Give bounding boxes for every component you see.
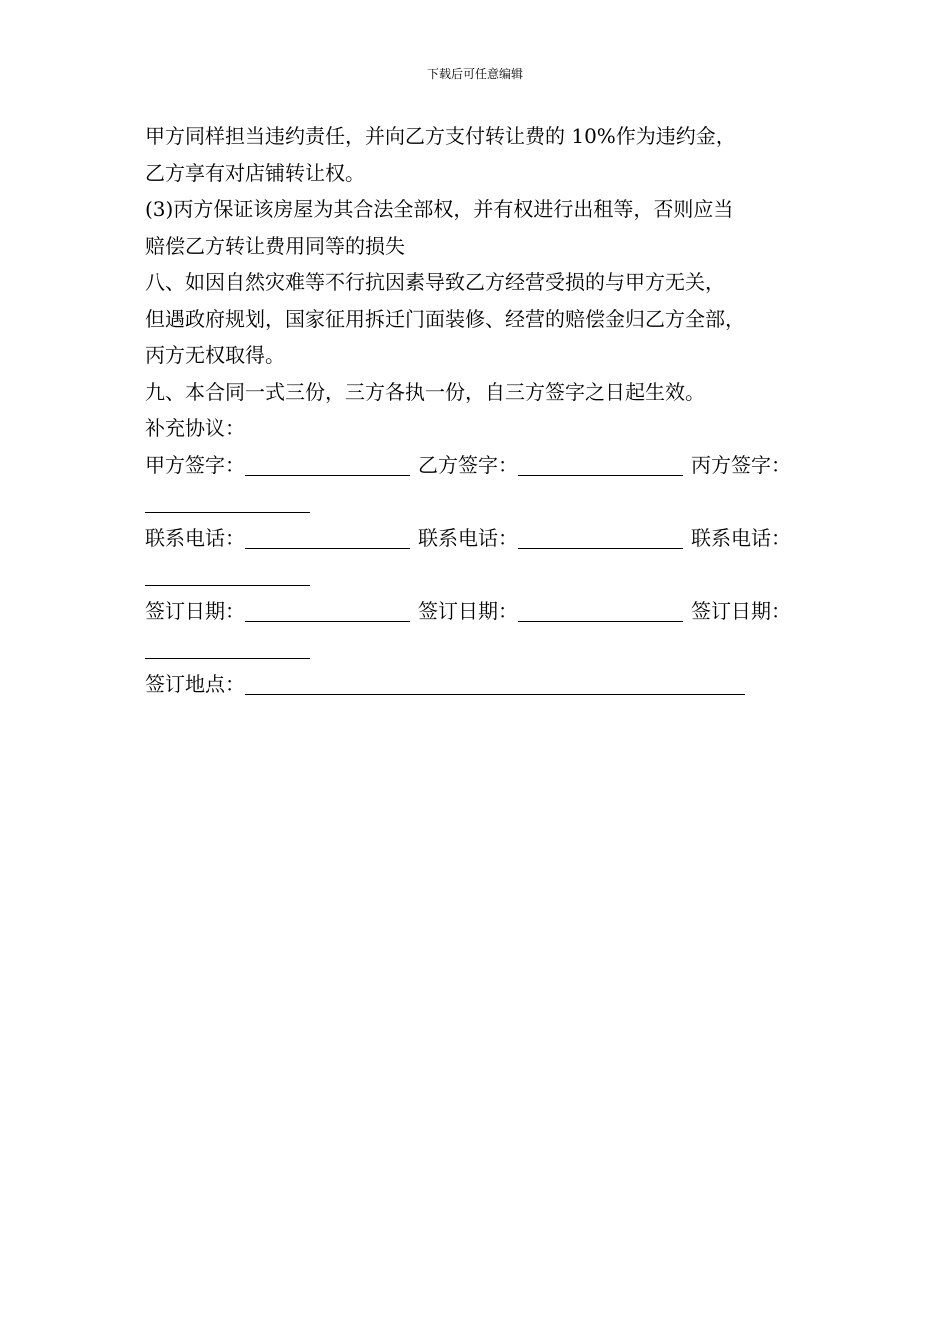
phone-a-label: 联系电话： [145,525,245,550]
place-blank [245,670,745,695]
paragraph-line: 赔偿乙方转让费用同等的损失 [145,233,405,258]
page-header: 下载后可任意编辑 [426,67,523,81]
party-c-sign-blank [145,488,310,513]
signature-row [145,447,825,484]
phone-c-label: 联系电话： [691,525,791,550]
date-b-label: 签订日期： [418,598,518,623]
document-body [145,118,825,702]
phone-b-label: 联系电话： [418,525,518,550]
paragraph-line: 乙方享有对店铺转让权。 [145,160,365,185]
place-row [145,666,825,703]
party-a-sign-blank [245,451,410,476]
party-b-sign-label: 乙方签字： [418,452,518,477]
date-row [145,593,825,630]
phone-row [145,520,825,557]
paragraph-line: 甲方同样担当违约责任，并向乙方支付转让费的 10%作为违约金， [145,124,736,148]
paragraph-line: 丙方无权取得。 [145,343,285,367]
paragraph-line: 但遇政府规划，国家征用拆迁门面装修、经营的赔偿金归乙方全部， [145,306,745,331]
place-label: 签订地点： [145,671,245,696]
party-a-sign-label: 甲方签字： [145,452,245,477]
date-c-blank [145,634,310,659]
supplementary-agreement-label: 补充协议： [145,416,245,440]
party-b-sign-blank [518,451,683,476]
phone-a-blank [245,524,410,549]
date-a-blank [245,597,410,622]
date-a-label: 签订日期： [145,598,245,623]
paragraph-line: (3)丙方保证该房屋为其合法全部权，并有权进行出租等，否则应当 [145,197,734,221]
date-b-blank [518,597,683,622]
party-c-sign-label: 丙方签字： [691,452,791,477]
phone-b-blank [518,524,683,549]
paragraph-line: 九、本合同一式三份，三方各执一份，自三方签字之日起生效。 [145,379,705,404]
phone-c-blank [145,561,310,586]
paragraph-line: 八、如因自然灾难等不行抗因素导致乙方经营受损的与甲方无关， [145,270,725,294]
date-c-label: 签订日期： [691,598,791,623]
